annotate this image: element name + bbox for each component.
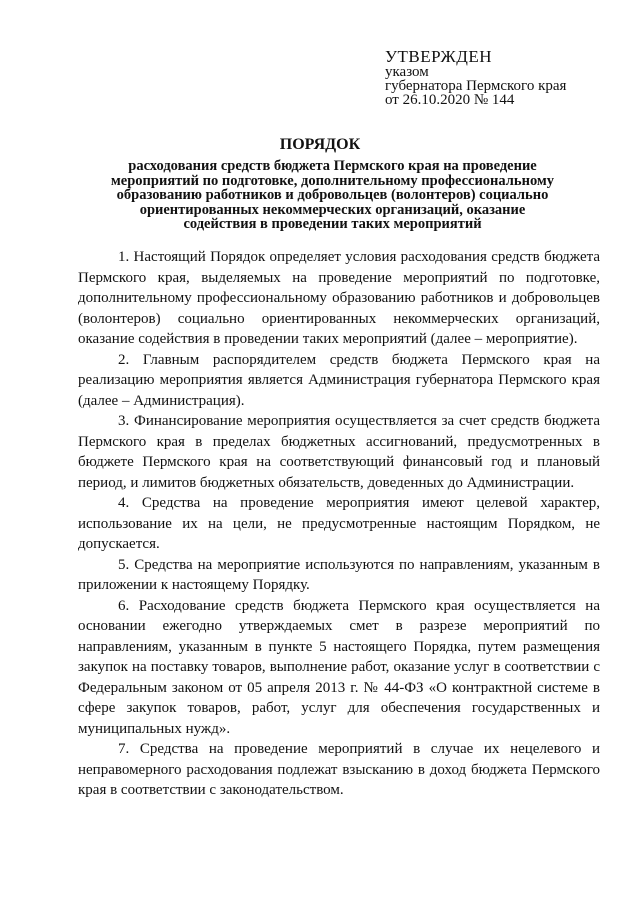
paragraph-1: 1. Настоящий Порядок определяет условия расходования средств бюджета Пермского края, выделяемых на проведение мероприятий по подготовке, дополнительному профессиональному образованию работников и добровольцев (волонтеров) социально ориентированных некоммерческих организаций, оказание содействия в проведении таких мероприятий (далее – мероприятие).: [78, 249, 600, 347]
subtitle-line: образованию работников и добровольцев (волонтеров) социально: [116, 187, 549, 203]
paragraph-5: 5. Средства на мероприятие используются по направлениям, указанным в приложении к настоящему Порядку.: [78, 556, 600, 593]
paragraph-6: 6. Расходование средств бюджета Пермского края осуществляется на основании ежегодно утверждаемых смет в разрезе мероприятий по направлениям, указанным в пункте 5 настоящего Порядка, путем размещения закупок на поставку товаров, выполнение работ, оказание услуг в соответствии с Федеральным законом от 05 апреля 2013 г. № 44-ФЗ «О контрактной системе в сфере закупок товаров, работ, услуг для обеспечения государственных и муниципальных нужд».: [78, 597, 600, 737]
approval-stamp: [385, 48, 625, 107]
subtitle-line: ориентированных некоммерческих организаций, оказание: [139, 201, 526, 218]
document-body: [78, 247, 600, 801]
paragraph-4: 4. Средства на проведение мероприятия имеют целевой характер, использование их на цели, не предусмотренные настоящим Порядком, не допускается.: [78, 495, 600, 552]
approval-line: указом: [385, 64, 429, 80]
approval-line: от 26.10.2020 № 144: [385, 92, 515, 108]
subtitle-line: расходования средств бюджета Пермского края на проведение: [128, 158, 537, 174]
subtitle-line: содействия в проведении таких мероприятий: [183, 216, 482, 232]
document-title: ПОРЯДОК: [279, 136, 361, 153]
approval-title: УТВЕРЖДЕН: [385, 47, 492, 66]
paragraph-2: 2. Главным распорядителем средств бюджета Пермского края на реализацию мероприятия является Администрация губернатора Пермского края (далее – Администрация).: [78, 351, 600, 409]
document-subtitle: [95, 159, 570, 232]
paragraph-3: 3. Финансирование мероприятия осуществляется за счет средств бюджета Пермского края в пределах бюджетных ассигнований, предусмотренных в бюджете Пермского края на соответствующий финансовый год и плановый период, и лимитов бюджетных обязательств, доведенных до Администрации.: [78, 413, 600, 491]
subtitle-line: мероприятий по подготовке, дополнительному профессиональному: [110, 172, 555, 189]
paragraph-7: 7. Средства на проведение мероприятий в случае их нецелевого и неправомерного расходования подлежат взысканию в доход бюджета Пермского края в соответствии с законодательством.: [78, 741, 600, 798]
approval-line: губернатора Пермского края: [385, 78, 567, 94]
